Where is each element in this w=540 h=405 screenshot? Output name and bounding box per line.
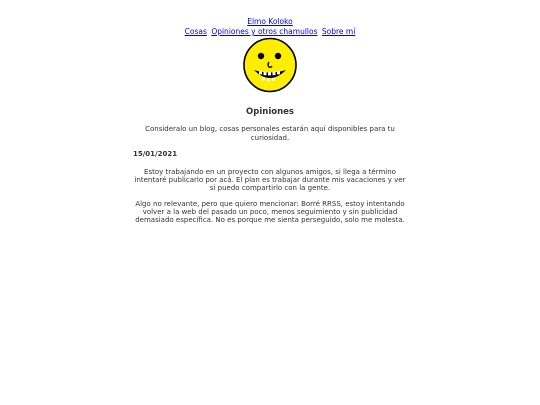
- post-date: 15/01/2021: [133, 150, 178, 158]
- nav-bar: [0, 27, 540, 37]
- smiley-face-icon: [242, 37, 298, 93]
- nav-link-cosas[interactable]: Cosas: [184, 27, 207, 36]
- post-paragraph: Algo no relevante, pero que quiero mencionar: Borré RRSS, estoy intentando volver a la web del pasado un poco, menos seguimiento y sin publicidad demasiado específica. No es porque me sienta perseguido, solo me molesta.: [135, 200, 405, 225]
- intro-text: Consideralo un blog, cosas personales estarán aquí disponibles para tu curiosidad.: [145, 125, 395, 142]
- nav-link-sobre-mi[interactable]: Sobre mí: [321, 27, 356, 36]
- post-paragraph: Estoy trabajando en un proyecto con algunos amigos, si llega a término intentaré publicarlo por acá. El plan es trabajar durante mis vacaciones y ver si puedo compartirlo con la gente.: [134, 168, 406, 193]
- site-title-link[interactable]: Elmo Koloko: [247, 17, 293, 26]
- post-body: [134, 168, 406, 233]
- nav-link-opiniones[interactable]: Opiniones y otros chamullos: [211, 27, 318, 36]
- site-header: [0, 17, 540, 37]
- page-title: Opiniones: [246, 107, 294, 117]
